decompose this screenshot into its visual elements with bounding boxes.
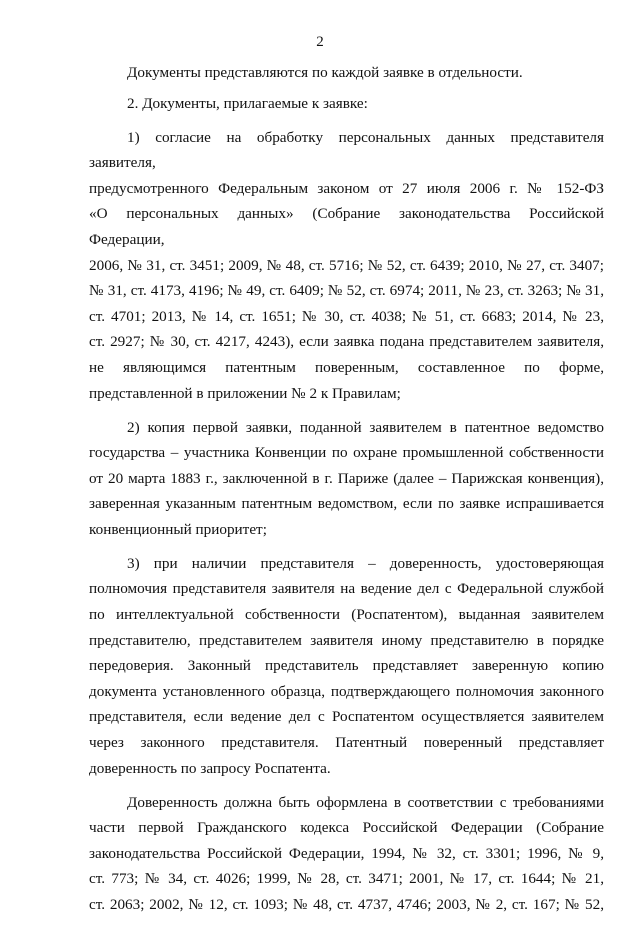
text-line: № 31, ст. 4173, 4196; № 49, ст. 6409; № 52, ст. 6974; 2011, № 23, ст. 3263; № 31, bbox=[89, 282, 604, 300]
text-line: Доверенность должна быть оформлена в соответствии с требованиями bbox=[127, 793, 604, 811]
text-line: от 20 марта 1883 г., заключенной в г. Париже (далее – Парижская конвенция), bbox=[89, 469, 604, 487]
text-line: законодательства Российской Федерации, 1994, № 32, ст. 3301; 1996, № 9, bbox=[89, 844, 604, 862]
text-line: полномочия представителя заявителя на ведение дел с Федеральной службой bbox=[89, 580, 604, 598]
text-line: ст. 2063; 2002, № 12, ст. 1093; № 48, ст. 4737, 4746; 2003, № 2, ст. 167; № 52, bbox=[89, 895, 604, 913]
text-line: представителю, представителем заявителя иному представителю в порядке bbox=[89, 631, 604, 649]
text-line: документа установленного образца, подтверждающего полномочия законного bbox=[89, 682, 604, 700]
text-line: ст. 773; № 34, ст. 4026; 1999, № 28, ст. 3471; 2001, № 17, ст. 1644; № 21, bbox=[89, 870, 604, 888]
paragraph-item-3 bbox=[89, 551, 604, 781]
text-line: ст. 2927; № 30, ст. 4217, 4243), если заявка подана представителем заявителя, bbox=[89, 333, 604, 351]
paragraph-item-2 bbox=[89, 415, 604, 543]
text-line: по интеллектуальной собственности (Роспатентом), выданная заявителем bbox=[89, 606, 604, 624]
text-line: 3) при наличии представителя – доверенность, удостоверяющая bbox=[127, 554, 604, 572]
paragraph-power-of-attorney bbox=[89, 790, 604, 918]
text-line: доверенность по запросу Роспатента. bbox=[89, 759, 331, 777]
text-line: 2006, № 31, ст. 3451; 2009, № 48, ст. 5716; № 52, ст. 6439; 2010, № 27, ст. 3407; bbox=[89, 256, 604, 274]
document-body bbox=[89, 60, 604, 926]
text-line: Документы представляются по каждой заявке в отдельности. bbox=[127, 64, 523, 81]
text-line: предусмотренного Федеральным законом от 27 июля 2006 г. № 152-ФЗ bbox=[89, 179, 604, 197]
text-line: не являющимся патентным поверенным, составленное по форме, bbox=[89, 358, 604, 376]
text-line: 2) копия первой заявки, поданной заявителем в патентное ведомство bbox=[127, 418, 604, 436]
text-line: «О персональных данных» (Собрание законодательства Российской Федерации, bbox=[89, 205, 604, 248]
page-number: 2 bbox=[316, 34, 324, 50]
paragraph-intro bbox=[89, 60, 604, 86]
paragraph-item-1 bbox=[89, 125, 604, 407]
text-line: заверенная указанным патентным ведомством, если по заявке испрашивается bbox=[89, 495, 604, 513]
text-line: конвенционный приоритет; bbox=[89, 520, 267, 538]
text-line: представителя, если ведение дел с Роспатентом осуществляется заявителем bbox=[89, 708, 604, 726]
paragraph-heading-2 bbox=[89, 91, 604, 117]
text-line: ст. 4701; 2013, № 14, ст. 1651; № 30, ст. 4038; № 51, ст. 6683; 2014, № 23, bbox=[89, 307, 604, 325]
text-line: передоверия. Законный представитель представляет заверенную копию bbox=[89, 657, 604, 675]
text-line: части первой Гражданского кодекса Российской Федерации (Собрание bbox=[89, 819, 604, 837]
text-line: государства – участника Конвенции по охране промышленной собственности bbox=[89, 444, 604, 462]
text-line: через законного представителя. Патентный поверенный представляет bbox=[89, 734, 604, 752]
text-line: 2. Документы, прилагаемые к заявке: bbox=[127, 94, 368, 112]
text-line: 1) согласие на обработку персональных данных представителя заявителя, bbox=[89, 128, 604, 172]
text-line: представленной в приложении № 2 к Правилам; bbox=[89, 384, 401, 402]
